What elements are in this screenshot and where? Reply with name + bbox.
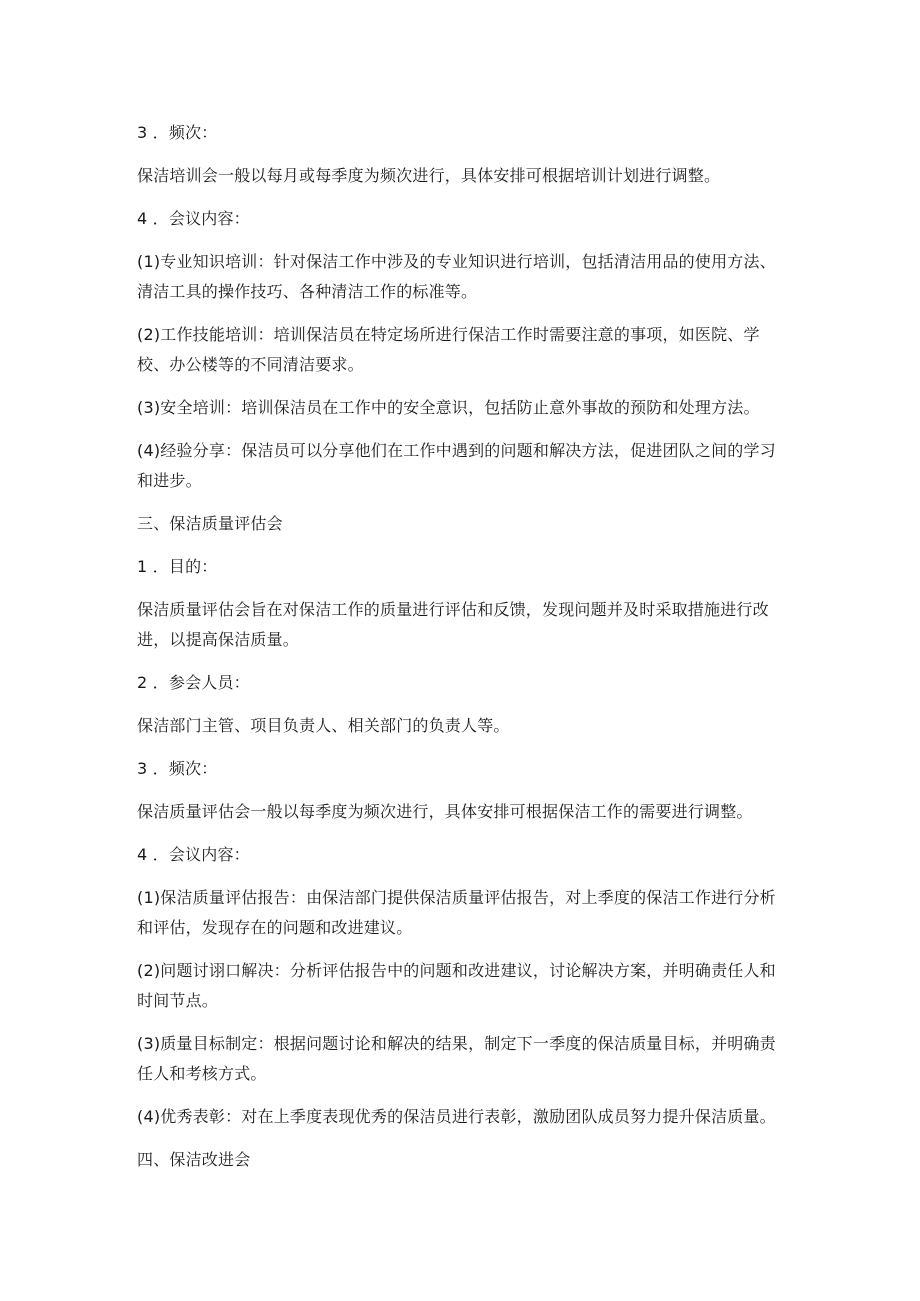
section-heading-meeting-content: 4 ．会议内容：: [137, 209, 250, 228]
list-item-assessment-report: (1)保洁质量评估报告：由保洁部门提供保洁质量评估报告，对上季度的保洁工作进行分析和评估，发现存在的问题和改进建议。: [137, 888, 776, 937]
list-item-quality-goals: (3)质量目标制定：根据问题讨论和解决的结果，制定下一季度的保洁质量目标，并明确责任人和考核方式。: [137, 1034, 776, 1083]
section-heading-participants: 2 ．参会人员：: [137, 673, 250, 692]
paragraph-training-frequency: 保洁培训会一般以每月或每季度为频次进行，具体安排可根据培训计划进行调整。: [137, 166, 721, 185]
list-item-experience-sharing: (4)经验分享：保洁员可以分享他们在工作中遇到的问题和解决方法，促进团队之间的学习和进步。: [137, 441, 776, 490]
list-item-safety-training: (3)安全培训：培训保洁员在工作中的安全意识，包括防止意外事故的预防和处理方法。: [137, 398, 760, 417]
section-heading-purpose: 1 ．目的：: [137, 557, 218, 576]
section-heading-frequency-2: 3 ．频次：: [137, 759, 218, 778]
section-heading-meeting-content-2: 4 ．会议内容：: [137, 845, 250, 864]
document-body: [137, 118, 777, 1188]
list-item-problem-discussion: (2)问题讨诩口解决：分析评估报告中的问题和改进建议，讨论解决方案，并明确责任人和时间节点。: [137, 961, 776, 1010]
list-item-excellence-award: (4)优秀表彰：对在上季度表现优秀的保洁员进行表彰，激励团队成员努力提升保洁质量。: [137, 1107, 776, 1126]
chapter-heading-quality-assessment: 三、保洁质量评估会: [137, 514, 283, 533]
section-heading-frequency: 3 ．频次：: [137, 123, 218, 142]
paragraph-participants: 保洁部门主管、项目负责人、相关部门的负责人等。: [137, 716, 510, 735]
list-item-work-skills: (2)工作技能培训：培训保洁员在特定场所进行保洁工作时需要注意的事项，如医院、学校、办公楼等的不同清洁要求。: [137, 325, 760, 374]
list-item-professional-knowledge: (1)专业知识培训：针对保洁工作中涉及的专业知识进行培训，包括清洁用品的使用方法、清洁工具的操作技巧、各种清洁工作的标准等。: [137, 252, 776, 301]
chapter-heading-improvement-meeting: 四、保洁改进会: [137, 1150, 251, 1169]
paragraph-assessment-frequency: 保洁质量评估会一般以每季度为频次进行，具体安排可根据保洁工作的需要进行调整。: [137, 802, 753, 821]
paragraph-purpose: 保洁质量评估会旨在对保洁工作的质量进行评估和反馈，发现问题并及时采取措施进行改进，以提高保洁质量。: [137, 600, 769, 649]
